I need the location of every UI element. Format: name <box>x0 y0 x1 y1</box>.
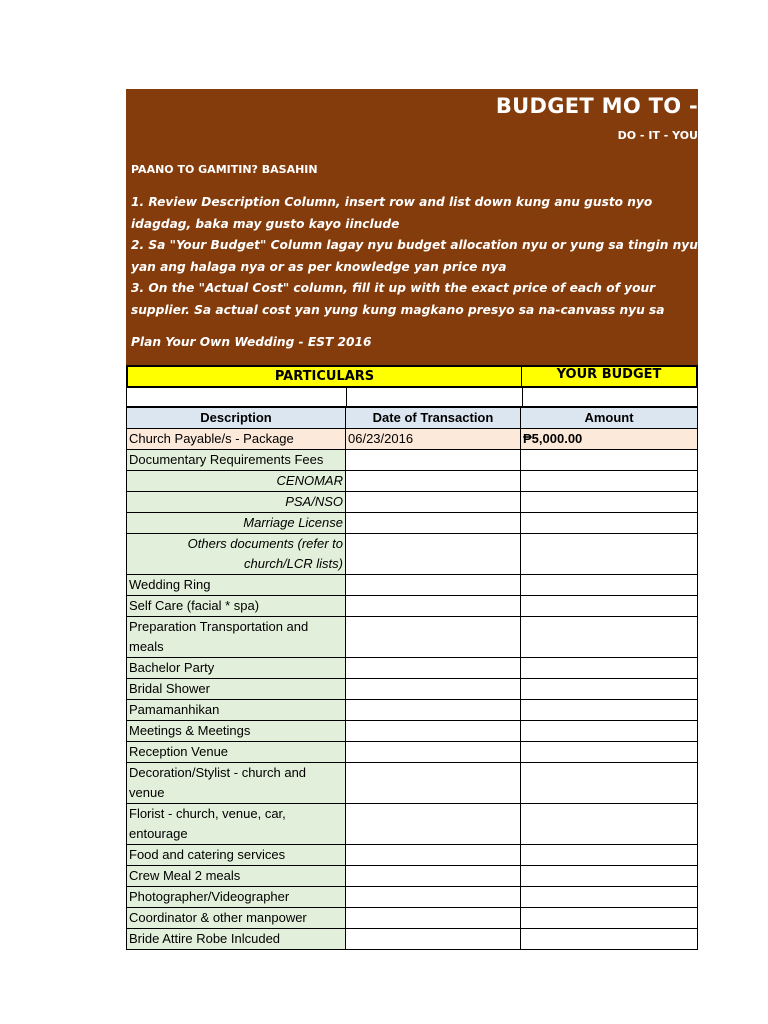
date-cell[interactable] <box>346 575 521 596</box>
table-row <box>127 596 698 617</box>
amount-cell[interactable] <box>521 617 698 658</box>
amount-cell[interactable] <box>521 679 698 700</box>
description-cell[interactable]: Marriage License <box>127 513 346 534</box>
table-row <box>127 845 698 866</box>
table-row <box>127 617 698 658</box>
table-row <box>127 721 698 742</box>
amount-cell[interactable] <box>521 658 698 679</box>
instruction-line: 1. Review Description Column, insert row and list down kung anu gusto nyo <box>131 195 653 209</box>
description-cell[interactable]: Wedding Ring <box>127 575 346 596</box>
date-cell[interactable] <box>346 596 521 617</box>
amount-cell[interactable] <box>521 887 698 908</box>
instruction-line: 2. Sa "Your Budget" Column lagay nyu budget allocation nyu or yung sa tingin nyu <box>131 238 698 253</box>
amount-cell[interactable] <box>521 804 698 845</box>
date-cell[interactable] <box>346 471 521 492</box>
description-cell[interactable]: Pamamanhikan <box>127 700 346 721</box>
description-cell[interactable]: Florist - church, venue, car, entourage <box>127 804 346 845</box>
description-cell[interactable]: Bride Attire Robe Inlcuded <box>127 929 346 950</box>
particulars-header: PARTICULARS <box>128 367 522 386</box>
description-cell[interactable]: Photographer/Videographer <box>127 887 346 908</box>
table-row <box>127 575 698 596</box>
description-cell[interactable]: Bachelor Party <box>127 658 346 679</box>
date-cell[interactable] <box>346 534 521 575</box>
date-cell[interactable] <box>346 763 521 804</box>
blank-row <box>126 388 698 407</box>
description-cell[interactable]: Documentary Requirements Fees <box>127 450 346 471</box>
description-column-header: Description <box>127 408 346 429</box>
date-cell[interactable] <box>346 742 521 763</box>
amount-cell[interactable] <box>521 450 698 471</box>
blank-cell[interactable] <box>127 388 347 406</box>
table-row <box>127 658 698 679</box>
table-row <box>127 700 698 721</box>
description-cell[interactable]: Others documents (refer to church/LCR lists) <box>127 534 346 575</box>
description-cell[interactable]: Church Payable/s - Package <box>127 429 346 450</box>
date-cell[interactable] <box>346 513 521 534</box>
date-cell[interactable]: 06/23/2016 <box>346 429 521 450</box>
instructions-heading: PAANO TO GAMITIN? BASAHIN <box>131 163 318 176</box>
blank-cell[interactable] <box>347 388 523 406</box>
amount-cell[interactable] <box>521 866 698 887</box>
date-cell[interactable] <box>346 804 521 845</box>
description-cell[interactable]: CENOMAR <box>127 471 346 492</box>
date-cell[interactable] <box>346 450 521 471</box>
column-header-row <box>127 408 698 429</box>
table-row <box>127 763 698 804</box>
date-cell[interactable] <box>346 721 521 742</box>
table-row <box>127 866 698 887</box>
instruction-line: supplier. Sa actual cost yan yung kung magkano presyo sa na-canvass nyu sa <box>131 302 665 317</box>
sheet-title: BUDGET MO TO - <box>495 94 698 118</box>
table-row <box>127 492 698 513</box>
amount-cell[interactable] <box>521 575 698 596</box>
amount-cell[interactable] <box>521 471 698 492</box>
date-cell[interactable] <box>346 908 521 929</box>
table-row <box>127 679 698 700</box>
table-row <box>127 929 698 950</box>
amount-cell[interactable] <box>521 742 698 763</box>
description-cell[interactable]: Self Care (facial * spa) <box>127 596 346 617</box>
budget-sheet <box>126 89 698 950</box>
table-row <box>127 429 698 450</box>
amount-cell[interactable] <box>521 908 698 929</box>
amount-cell[interactable] <box>521 845 698 866</box>
date-cell[interactable] <box>346 700 521 721</box>
sheet-subtitle: DO - IT - YOU <box>617 129 698 142</box>
amount-cell[interactable] <box>521 492 698 513</box>
table-row <box>127 450 698 471</box>
date-cell[interactable] <box>346 617 521 658</box>
header-banner <box>126 89 698 365</box>
description-cell[interactable]: Preparation Transportation and meals <box>127 617 346 658</box>
amount-cell[interactable] <box>521 596 698 617</box>
tagline: Plan Your Own Wedding - EST 2016 <box>131 335 372 349</box>
description-cell[interactable]: Coordinator & other manpower <box>127 908 346 929</box>
section-header-row <box>126 365 698 388</box>
description-cell[interactable]: Decoration/Stylist - church and venue <box>127 763 346 804</box>
table-row <box>127 804 698 845</box>
description-cell[interactable]: PSA/NSO <box>127 492 346 513</box>
date-cell[interactable] <box>346 679 521 700</box>
date-cell[interactable] <box>346 866 521 887</box>
table-row <box>127 742 698 763</box>
amount-cell[interactable] <box>521 763 698 804</box>
date-column-header: Date of Transaction <box>346 408 521 429</box>
amount-cell[interactable] <box>521 700 698 721</box>
description-cell[interactable]: Bridal Shower <box>127 679 346 700</box>
amount-cell[interactable] <box>521 929 698 950</box>
table-row <box>127 534 698 575</box>
amount-cell[interactable]: ₱5,000.00 <box>521 429 698 450</box>
your-budget-header: YOUR BUDGET <box>556 367 662 382</box>
description-cell[interactable]: Crew Meal 2 meals <box>127 866 346 887</box>
table-row <box>127 887 698 908</box>
instruction-line: idagdag, baka may gusto kayo iinclude <box>131 216 400 231</box>
budget-table <box>126 407 698 950</box>
amount-cell[interactable] <box>521 721 698 742</box>
date-cell[interactable] <box>346 845 521 866</box>
table-row <box>127 908 698 929</box>
amount-cell[interactable] <box>521 513 698 534</box>
description-cell[interactable]: Food and catering services <box>127 845 346 866</box>
amount-column-header: Amount <box>521 408 698 429</box>
table-row <box>127 471 698 492</box>
instruction-line: 3. On the "Actual Cost" column, fill it up with the exact price of each of your <box>131 281 656 296</box>
date-cell[interactable] <box>346 929 521 950</box>
description-cell[interactable]: Reception Venue <box>127 742 346 763</box>
instruction-line: yan ang halaga nya or as per knowledge yan price nya <box>131 259 507 274</box>
table-row <box>127 513 698 534</box>
instructions-list <box>131 192 698 322</box>
date-cell[interactable] <box>346 492 521 513</box>
description-cell[interactable]: Meetings & Meetings <box>127 721 346 742</box>
date-cell[interactable] <box>346 658 521 679</box>
date-cell[interactable] <box>346 887 521 908</box>
amount-cell[interactable] <box>521 534 698 575</box>
